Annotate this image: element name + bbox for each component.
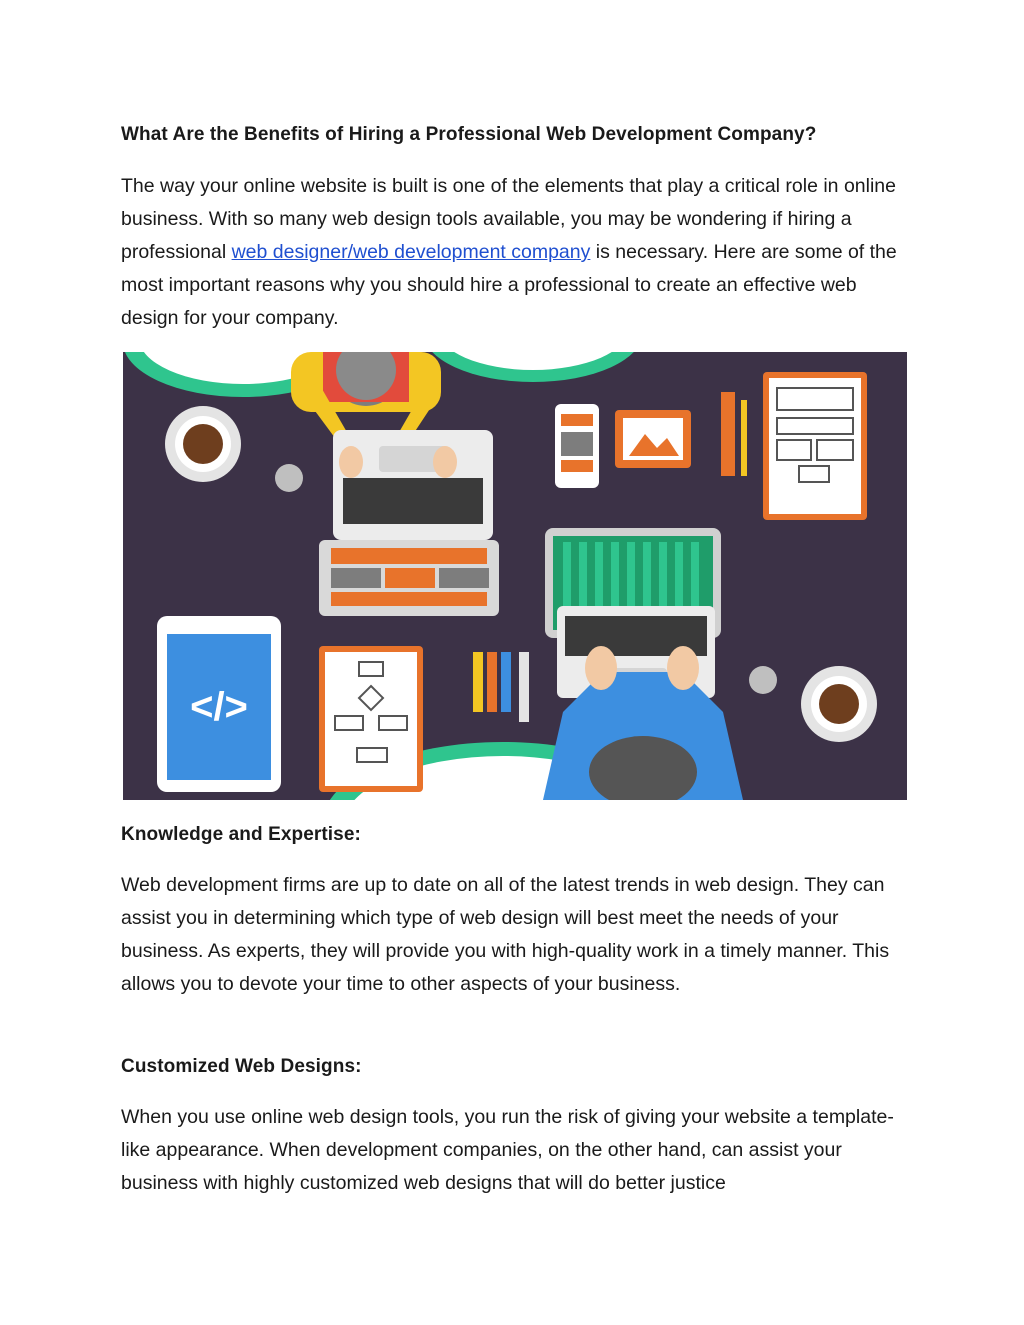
web-designer-link[interactable]: web designer/web development company [231,241,591,263]
intro-paragraph [121,170,911,335]
web-development-illustration [123,352,907,800]
intro-text-before-link: The way your online website is built is one of the elements that play a critical role in online business. With so many web design tools available, you may be wondering if hiring a professional [121,175,896,263]
section-body-customized: When you use online web design tools, you run the risk of giving your website a template-like appearance. When development companies, on the other hand, can assist your business with highly customized web designs that will do better justice [121,1106,894,1194]
mouse-icon [275,464,303,492]
section-heading-customized: Customized Web Designs: [121,1056,362,1077]
section-heading-knowledge: Knowledge and Expertise: [121,824,361,845]
page-title: What Are the Benefits of Hiring a Professional Web Development Company? [121,124,817,145]
section-body-knowledge: Web development firms are up to date on all of the latest trends in web design. They can assist you in determining which type of web design will best meet the needs of your business. As experts, they will provide you with high-quality work in a timely manner. This allows you to devote your time to other aspects of your business. [121,874,890,995]
color-swatch-icon [473,652,483,712]
code-symbol-text: </> [190,685,248,729]
ruler-icon [721,392,735,476]
intro-text-after-link: is necessary. Here are some of the most important reasons why you should hire a professional to create an effective web design for your company. [121,241,897,329]
